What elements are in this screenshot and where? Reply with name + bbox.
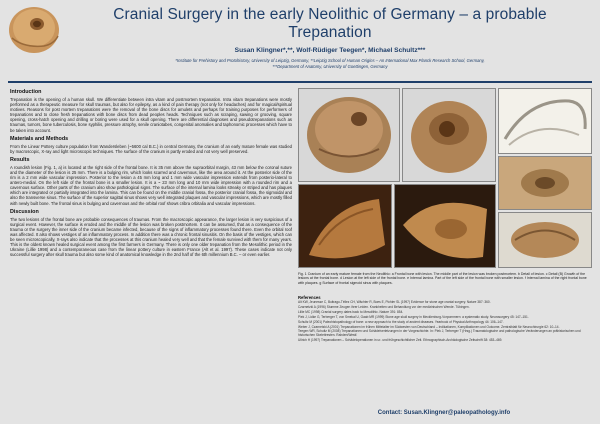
section-heading-discussion: Discussion [10, 208, 39, 215]
bone-photo-d [499, 157, 591, 209]
section-paragraph: A roundish lesion (Fig. 1, a) is located at the right side of the frontal bone. It is 35 mm above the supraorbital margin, 43 mm below the coronal suture and the diameter of the lesion is 25 mm. There is a bulging rim, which looks scarred and cavernous, like the area around it. At the posterior side of the rim is a 2 mm wide vascular impression. Posterior to the lesion a 45 mm long and 1 mm wide vascular impression extends from posterio-lateral to antero-medial. On the left side of the frontal bone is a smaller lesion. It is a ~ 23 mm long and 10 mm wide impression with a rounded rim and a cavernous surface. Other parts of the cranium also show pathological signs. The surface of the internal lamina looks streaky or striped and has plaques which are integrated or partially integrated into the lamina. This can be found on the middle cranial fossa, the posterior cranial fossa, the sigmoidal and also the transverse sinus. The surface of the superior sagittal sinus shows very well integrated plaques and vascular impressions, which are mostly filled with newly built bone. The frontal sinus is bulging and cavernous and the orbital roof shows cribra orbitalia and vascular impressions. [10, 164, 292, 206]
section-heading-methods: Materials and Methods [10, 135, 69, 142]
skull-photo-a [299, 89, 399, 181]
affiliations [70, 58, 590, 70]
poster-authors: Susan Klingner*,**, Wolf-Rüdiger Teegen*, Michael Schultz*** [234, 47, 426, 54]
affiliation-line: ***Department of Anatomy, University of Goettingen, Germany [272, 64, 388, 69]
reference-item: Ullrich H (1997) Trepanationen – Schädeloperationen in ur- und frühgeschichtlicher Zeit. Ethnographisch-Archäologische Zeitschrift 38: 453–469. [298, 338, 503, 343]
skull-logo-icon [4, 2, 62, 60]
references [298, 295, 590, 405]
section-heading-results: Results [10, 156, 30, 163]
title-divider [8, 81, 592, 83]
bone-photo-e [299, 185, 391, 267]
reference-item: Lillie MC (1998) Cranial surgery dates back to Mesolithic. Nature 391: 854. [298, 309, 404, 314]
contact-email[interactable]: Contact: Susan.Klingner@paleopathology.info [377, 410, 511, 416]
figure-panel-c [498, 88, 592, 154]
bone-photo-g [499, 213, 591, 267]
section-paragraph: Trepanation is the opening of a human skull. We differentiate between intra vitam and postmortem trepanation. Intra vitam trepanations were mostly performed as a therapeutic measure for skull traumas, but also for epilepsy, as a kind of pain therapy (not only for headaches) and for magical/spiritual motives. Reasons for post mortem trepanations were the removal of the bone discs for amulets and perhaps for training purposes for performers of trepanations and to close fresh trepanations with bone discs from dead peoples heads. Techniques such as scraping, sawing or grooving, square opening, cross-hatch opening and drilling or boring were used for a skull opening. There are differential diagnoses and pseudotrepanations such as traumas, tumors, bone tuberculosis, bone syphilis, pressure atrophy, senile craniotabes, congenital anomalies and taphonomic processes which have to be taken into account. [10, 97, 292, 133]
section-paragraph: The two lesions of the frontal bone are probable consequences of traumas. From the macroscopic appearance, the larger lesion is very suspicious of a surgical event. However, the surface is eroded and the middle of the lesion was broken postmortem. It can be assumed, that as a consequence of the trauma or the surgery the inner side of the cranium became infected, because of the signs of inflammatory processes found there. Even the orbital roof was affected. It also shows vestiges of an inflammatory process. In addition there was a chronic frontal sinusitis. On the basis of the vestiges, which can be seen microscopically, X-rays also indicate that the processes at this cranium healed very well and that the female survived with them for many years. This is the oldest known healed surgical event among the first farmers in Germany. There is only one older trepanation from the Mesolithic period in the Ukraine (Lillie 1998) and a contemporaneous case from the linear pottery culture in eastern France (Alt et al. 1997). These cases indicate not only successful surgery after skull trauma but also some kind of anatomical knowledge in the 2nd half of the 6th millennium B.C. – or even earlier. [10, 216, 292, 258]
figure-panel-g [498, 212, 592, 268]
reference-item: Alt KW, Jeunesse C, Buitrago-Téllez CH, Wächter R, Boes E, Pichler SL (1997) Evidence for stone age cranial surgery. Nature 387: 360. [298, 300, 491, 304]
xray-photo-c [499, 89, 591, 153]
section-heading-introduction: Introduction [10, 89, 42, 95]
reference-item: Schultz M (2001) Paleohistopathology of bone: a new approach to the study of ancient diseases. Yearbook of Physical Anthropology 44: 106–147. [298, 319, 504, 324]
reference-item: Teegen WR, Schultz M (2008) Trepanationen und Schädelverletzungen in der Vorgeschichte. In: Piek J, Terberger T (Hrsg.) Traumatologische und pathologische Veränderungen an prähistorischen und historischen Skelettresten. Rahden/Westf. [298, 329, 581, 338]
figure-caption: Fig. 1 Cranium of an early mature female from the Neolithic: a Frontal bone with lesion. The middle part of the lesion was broken postmortem. b Detail of lesion. c Detail (B) Growth of the lesions at the frontal bone. d Lesion at the left side of the frontal bone. e Internal lamina. Part of the left side of the frontal bone with smaller lesion. f Internal lamina of the right frontal bone with plaques. g Surface of frontal sigmoid sinus with plaques. [298, 272, 587, 285]
figure-panel-e [298, 184, 392, 268]
reference-item: Czarnetzki A (1996) Stumme Zeugen ihrer Leiden. Krankheiten und Behandlung vor der medizinischen Wende. Tübingen. [298, 304, 470, 309]
skull-photo-b [403, 89, 495, 181]
reference-item: Piek J, Lidke G, Terberger T, von Smekal U, Gaab MR (1999) Stone age skull surgery in Mecklenburg-Vorpommern: a systematic study. Neurosurgery 45: 147–151. [298, 314, 529, 319]
poster-title: Cranial Surgery in the early Neolithic of Germany – a probable Trepanation [113, 6, 547, 41]
affiliation-line: *Institute for Prehistory and Protohistory, University of Leipzig, Germany, **Leipzig School of Human Origins – An International Max Planck Research School, Germany, [175, 58, 485, 63]
left-column [10, 86, 292, 414]
figure-panel-b [402, 88, 496, 182]
figure-panel-f [394, 184, 496, 268]
bone-photo-f [395, 185, 495, 267]
figure-panel-d [498, 156, 592, 210]
references-heading: References [298, 295, 321, 300]
figure-panel-a [298, 88, 400, 182]
reference-item: Weber J, Czarnetzki A (2001) Trepanationen im frühen Mittelalter im Südwesten von Deutschland – Indikationen, Komplikationen und Outcome. Zentralblatt für Neurochirurgie 62: 10–14. [298, 324, 560, 329]
section-paragraph: From the Linear Pottery culture population from Wandersleben (~5600 cal B.C.) in central Germany, the cranium of an early mature female was studied by macroscopic, X-ray and light microscopic techniques. The surface of the cranium is partly eroded and not very well preserved. [10, 143, 292, 154]
